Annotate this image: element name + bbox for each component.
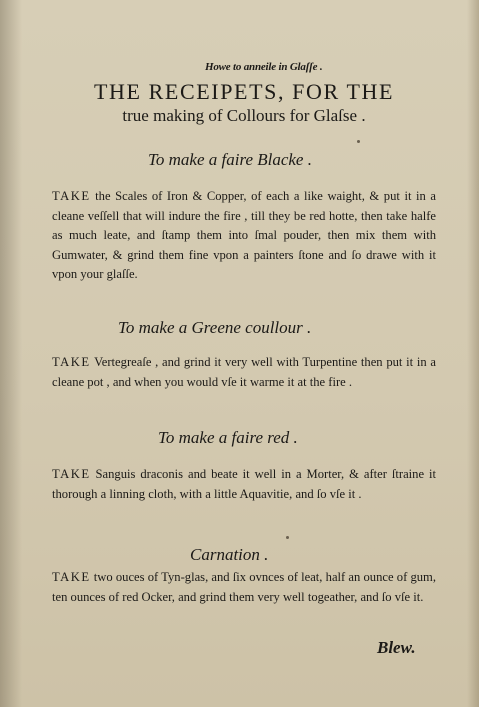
page-title: THE RECEIPETS, FOR THE: [93, 79, 395, 104]
ink-speck: [286, 536, 289, 539]
section-body-black: [52, 187, 436, 285]
section-body-carnation: [52, 568, 436, 607]
page-subtitle: true making of Collours for Glaſse .: [122, 106, 366, 125]
section-body-green: [52, 353, 436, 392]
lead-word: TAKE: [52, 355, 91, 369]
lead-word: TAKE: [52, 570, 91, 584]
section-heading-carnation: Carnation .: [190, 545, 269, 564]
section-heading-green: To make a Greene coullour .: [118, 318, 312, 337]
ink-speck: [357, 140, 360, 143]
lead-word: TAKE: [52, 467, 91, 481]
body-text: Vertegreaſe , and grind it very well with Turpentine then put it in a cleane pot , and when you would vſe it warme it at the fire .: [52, 355, 436, 389]
body-text: Sanguis draconis and beate it well in a Morter, & after ſtraine it thorough a linning cloth, with a little Aquavitie, and ſo vſe it .: [52, 467, 436, 501]
section-heading-black: To make a faire Blacke .: [148, 150, 312, 169]
gutter-shadow: [0, 0, 22, 707]
catchword: Blew.: [377, 638, 416, 657]
section-heading-red: To make a faire red .: [158, 428, 298, 447]
body-text: two ouces of Tyn-glas, and ſix ovnces of leat, half an ounce of gum, ten ounces of red Ocker, and grind them very well togeather, and ſo vſe it.: [52, 570, 436, 604]
section-body-red: [52, 465, 436, 504]
running-head: Howe to anneile in Glaſſe .: [205, 61, 323, 73]
lead-word: TAKE: [52, 189, 91, 203]
body-text: the Scales of Iron & Copper, of each a like waight, & put it in a cleane veſſell that will indure the fire , till they be red hotte, then take halfe as much leate, and ſtamp them into ſmal pouder, then mix them with Gumwater, & grind them fine vpon a painters ſtone and ſo drawe with it vpon your glaſſe.: [52, 189, 436, 281]
page-edge: [467, 0, 479, 707]
